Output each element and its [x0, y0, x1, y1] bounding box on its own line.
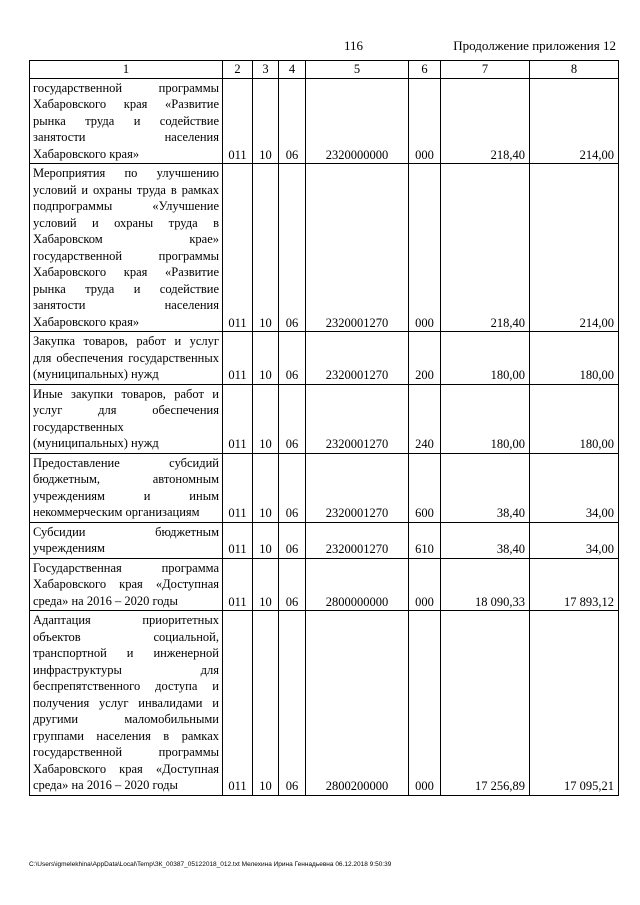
cell-col3: 10 [253, 522, 279, 558]
column-header: 7 [441, 61, 530, 79]
column-header: 4 [279, 61, 306, 79]
cell-col6: 240 [409, 384, 441, 453]
cell-col3: 10 [253, 611, 279, 796]
table-row [30, 164, 619, 332]
cell-col5: 2320001270 [306, 522, 409, 558]
cell-col8: 180,00 [530, 332, 619, 385]
column-header: 3 [253, 61, 279, 79]
cell-col3: 10 [253, 384, 279, 453]
row-name: государственной программы Хабаровского края «Развитие рынка труда и содействие занятости населения Хабаровского края» [30, 78, 223, 164]
cell-col5: 2320001270 [306, 384, 409, 453]
column-header: 5 [306, 61, 409, 79]
cell-col5: 2320000000 [306, 78, 409, 164]
cell-col6: 600 [409, 453, 441, 522]
cell-col4: 06 [279, 164, 306, 332]
cell-col7: 17 256,89 [441, 611, 530, 796]
cell-col4: 06 [279, 522, 306, 558]
row-name: Мероприятия по улучшению условий и охраны труда в рамках подпрограммы «Улучшение условий и охраны труда в Хабаровском крае» государственной программы Хабаровского края «Развитие рынка труда и содействие занятости населения Хабаровского края» [30, 164, 223, 332]
cell-col5: 2320001270 [306, 164, 409, 332]
page-number: 116 [344, 38, 364, 53]
cell-col4: 06 [279, 78, 306, 164]
cell-col3: 10 [253, 78, 279, 164]
cell-col6: 000 [409, 164, 441, 332]
cell-col7: 18 090,33 [441, 558, 530, 611]
cell-col7: 38,40 [441, 522, 530, 558]
cell-col8: 17 893,12 [530, 558, 619, 611]
row-name: Субсидии бюджетным учреждениям [30, 522, 223, 558]
row-name: Иные закупки товаров, работ и услуг для обеспечения государственных (муниципальных) нужд [30, 384, 223, 453]
cell-col7: 218,40 [441, 164, 530, 332]
cell-col2: 011 [223, 558, 253, 611]
cell-col2: 011 [223, 611, 253, 796]
table-row [30, 522, 619, 558]
cell-col4: 06 [279, 558, 306, 611]
table-row [30, 611, 619, 796]
cell-col4: 06 [279, 453, 306, 522]
column-header: 8 [530, 61, 619, 79]
cell-col8: 34,00 [530, 453, 619, 522]
cell-col6: 000 [409, 611, 441, 796]
cell-col3: 10 [253, 558, 279, 611]
cell-col8: 214,00 [530, 164, 619, 332]
cell-col3: 10 [253, 164, 279, 332]
cell-col7: 180,00 [441, 332, 530, 385]
file-path-footer: C:\Users\igmelekhina\AppData\Local\Temp\ЗК_00387_05122018_012.txt Мелехина Ирина Геннадьевна 06.12.2018 9:50:39 [29, 861, 392, 868]
cell-col2: 011 [223, 78, 253, 164]
cell-col6: 000 [409, 78, 441, 164]
cell-col8: 34,00 [530, 522, 619, 558]
cell-col2: 011 [223, 522, 253, 558]
cell-col5: 2320001270 [306, 332, 409, 385]
header-row [30, 61, 619, 79]
row-name: Закупка товаров, работ и услуг для обеспечения государственных (муниципальных) нужд [30, 332, 223, 385]
cell-col7: 38,40 [441, 453, 530, 522]
cell-col8: 214,00 [530, 78, 619, 164]
table-row [30, 558, 619, 611]
cell-col5: 2320001270 [306, 453, 409, 522]
table-row [30, 384, 619, 453]
cell-col2: 011 [223, 453, 253, 522]
cell-col6: 000 [409, 558, 441, 611]
cell-col3: 10 [253, 453, 279, 522]
cell-col6: 610 [409, 522, 441, 558]
cell-col4: 06 [279, 332, 306, 385]
cell-col8: 180,00 [530, 384, 619, 453]
cell-col6: 200 [409, 332, 441, 385]
column-header: 6 [409, 61, 441, 79]
cell-col2: 011 [223, 384, 253, 453]
cell-col4: 06 [279, 611, 306, 796]
column-header: 1 [30, 61, 223, 79]
cell-col2: 011 [223, 332, 253, 385]
budget-table [29, 60, 619, 796]
row-name: Предоставление субсидий бюджетным, автономным учреждениям и иным некоммерческим организациям [30, 453, 223, 522]
cell-col7: 218,40 [441, 78, 530, 164]
cell-col5: 2800000000 [306, 558, 409, 611]
table-row [30, 453, 619, 522]
cell-col4: 06 [279, 384, 306, 453]
row-name: Государственная программа Хабаровского края «Доступная среда» на 2016 – 2020 годы [30, 558, 223, 611]
cell-col2: 011 [223, 164, 253, 332]
cell-col8: 17 095,21 [530, 611, 619, 796]
cell-col5: 2800200000 [306, 611, 409, 796]
table-row [30, 78, 619, 164]
cell-col7: 180,00 [441, 384, 530, 453]
column-header: 2 [223, 61, 253, 79]
table-row [30, 332, 619, 385]
cell-col3: 10 [253, 332, 279, 385]
row-name: Адаптация приоритетных объектов социальной, транспортной и инженерной инфраструктуры для беспрепятственного доступа и получения услуг инвалидами и другими маломобильными группами населения в рамках государственной программы Хабаровского края «Доступная среда» на 2016 – 2020 годы [30, 611, 223, 796]
continuation-label: Продолжение приложения 12 [453, 38, 616, 53]
